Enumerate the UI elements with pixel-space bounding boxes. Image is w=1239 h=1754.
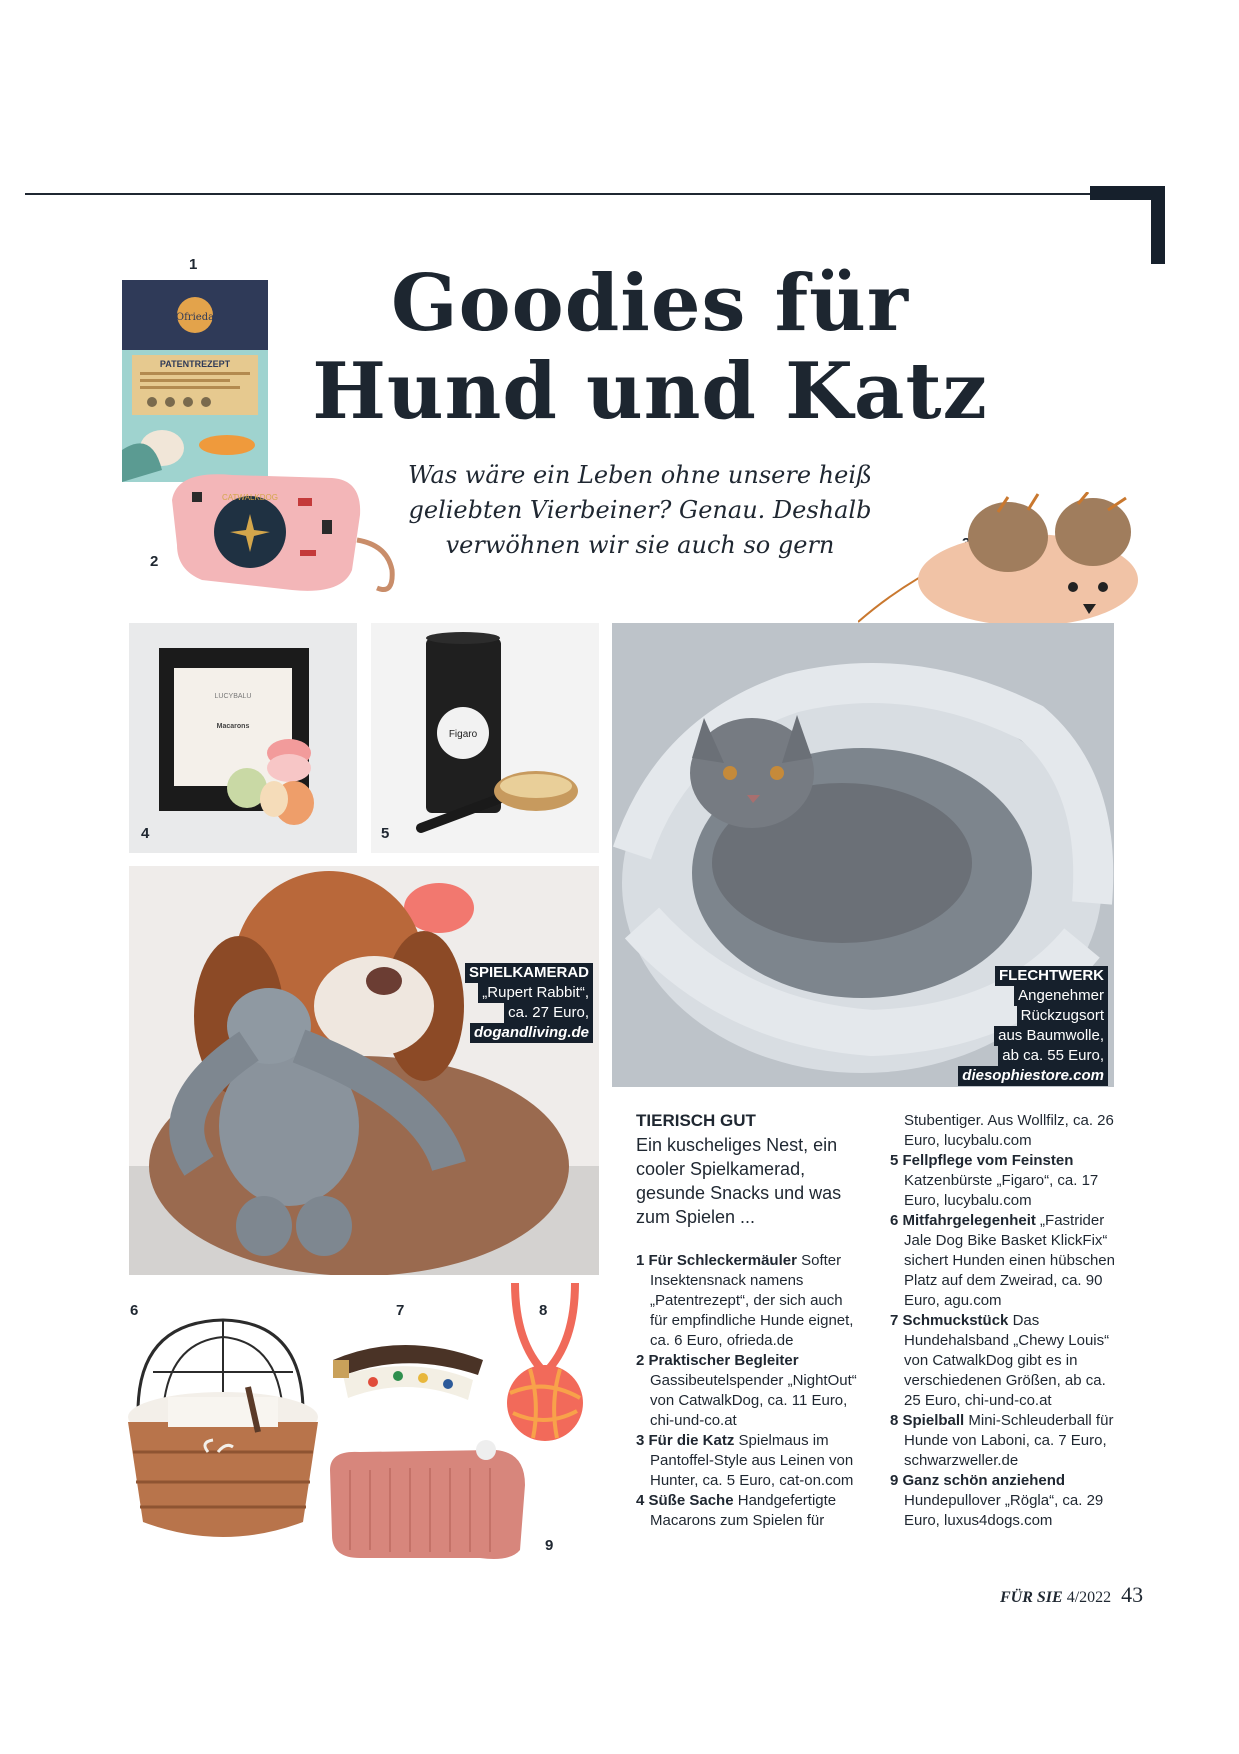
page-folio	[1000, 1582, 1143, 1608]
product-number-4: 4	[141, 825, 150, 842]
box-label: Macarons	[216, 723, 250, 730]
caption-line: ab ca. 55 Euro,	[998, 1046, 1108, 1066]
figaro-brush-photo	[371, 623, 599, 853]
product-number-2: 2	[150, 553, 159, 570]
item-text: Gassibeutelspender „NightOut“ von CatwalkDog, ca. 11 Euro, chi-und-co.at	[650, 1372, 857, 1429]
macaron-box-photo	[129, 623, 357, 853]
product-number-9: 9	[545, 1537, 554, 1554]
bike-basket-image	[108, 1302, 320, 1550]
product-list-item	[636, 1351, 864, 1431]
product-number-7: 7	[396, 1302, 405, 1319]
dog-collar-image	[323, 1320, 489, 1410]
product-list-item	[890, 1411, 1116, 1471]
top-rule	[25, 193, 1095, 195]
product-list-item	[890, 1311, 1116, 1411]
item-number: 3	[636, 1432, 645, 1449]
item-number: 5	[890, 1152, 899, 1169]
item-heading: Für die Katz	[648, 1432, 735, 1449]
item-number: 1	[636, 1252, 645, 1269]
item-text: Das Hundehalsband „Chewy Louis“ von CatwalkDog gibt es in verschiedenen Größen, ab ca. 25 Euro, chi-und-co.at	[904, 1312, 1110, 1409]
product-number-6: 6	[130, 1302, 139, 1319]
item-number: 6	[890, 1212, 899, 1229]
rope-ball-image	[495, 1283, 595, 1448]
product-list-column-2	[890, 1111, 1116, 1531]
dog-rabbit-photo	[129, 866, 599, 1275]
product-number-1: 1	[189, 256, 198, 273]
item-number: 9	[890, 1472, 899, 1489]
product-number-5: 5	[381, 825, 390, 842]
caption-line: ca. 27 Euro,	[504, 1003, 593, 1023]
cat-bed-photo	[612, 623, 1114, 1087]
item-heading: Praktischer Begleiter	[648, 1352, 799, 1369]
page-title	[300, 260, 1000, 436]
caption-line: aus Baumwolle,	[994, 1026, 1108, 1046]
packet-brand: Ofrieda	[175, 312, 215, 323]
caption-heading-dog: SPIELKAMERAD	[465, 963, 593, 983]
item-text: Spielmaus im Pantoffel-Style aus Leinen von Hunter, ca. 5 Euro, cat-on.com	[650, 1432, 854, 1489]
item-heading: Fellpflege vom Feinsten	[902, 1152, 1074, 1169]
intro-block	[636, 1111, 876, 1229]
packet-label: PATENTREZEPT	[159, 359, 231, 369]
item-number: 4	[636, 1492, 645, 1509]
poop-bag-dispenser-image	[172, 470, 420, 602]
dog-sweater-image	[320, 1440, 545, 1565]
item-heading: Spielball	[902, 1412, 965, 1429]
product-list-item	[636, 1251, 864, 1351]
item-heading: Schmuckstück	[902, 1312, 1009, 1329]
caption-source-cat: diesophiestore.com	[958, 1066, 1108, 1086]
item-heading: Ganz schön anziehend	[902, 1472, 1066, 1489]
item-text: Hundepullover „Rögla“, ca. 29 Euro, luxus4dogs.com	[904, 1492, 1104, 1529]
product-list-column-1	[636, 1251, 864, 1531]
item-text: Handgefertigte Macarons zum Spielen für	[650, 1492, 837, 1529]
item-text: Stubentiger. Aus Wollfilz, ca. 26 Euro, lucybalu.com	[904, 1112, 1114, 1149]
intro-text: Ein kuscheliges Nest, ein cooler Spielkamerad, gesunde Snacks und was zum Spielen ...	[636, 1135, 842, 1227]
item-heading: Für Schleckermäuler	[648, 1252, 797, 1269]
product-list-item	[890, 1211, 1116, 1311]
item-text: „Fastrider Jale Dog Bike Basket KlickFix“ sichert Hunden einen hübschen Platz auf dem Zweirad, ca. 90 Euro, agu.com	[904, 1212, 1115, 1309]
caption-heading-cat: FLECHTWERK	[995, 966, 1108, 986]
intro-heading: TIERISCH GUT	[636, 1111, 756, 1130]
issue-number: 4/2022	[1066, 1589, 1112, 1606]
page-number: 43	[1121, 1582, 1144, 1607]
product-list-item	[890, 1471, 1116, 1531]
caption-source-dog: dogandliving.de	[470, 1023, 593, 1043]
subtitle: Was wäre ein Leben ohne unsere heiß geliebten Vierbeiner? Genau. Deshalb verwöhnen wir sie auch so gern	[407, 461, 873, 559]
title-line-1: Goodies für	[391, 258, 909, 349]
corner-mark-vertical	[1151, 186, 1165, 264]
product-list-item-continued	[890, 1111, 1116, 1151]
product-list-item	[636, 1491, 864, 1531]
item-text: Softer Insektensnack namens „Patentrezept“, der sich auch für empfindliche Hunde eignet, ca. 6 Euro, ofrieda.de	[650, 1252, 854, 1349]
product-list-item	[890, 1151, 1116, 1211]
product-number-8: 8	[539, 1302, 548, 1319]
cat-photo-caption	[958, 966, 1108, 1086]
caption-line: Angenehmer	[1014, 986, 1108, 1006]
item-heading: Mitfahrgelegenheit	[902, 1212, 1036, 1229]
caption-line: „Rupert Rabbit“,	[478, 983, 593, 1003]
title-line-2: Hund und Katz	[312, 346, 988, 437]
item-text: Mini-Schleuderball für Hunde von Laboni, ca. 7 Euro, schwarzweller.de	[904, 1412, 1114, 1469]
item-heading: Süße Sache	[648, 1492, 734, 1509]
snack-packet-image	[122, 280, 268, 482]
tube-brand: Figaro	[448, 729, 478, 740]
item-number: 2	[636, 1352, 645, 1369]
box-brand: LUCYBALU	[214, 693, 252, 700]
pouch-brand: CATWALKDOG	[221, 493, 279, 502]
dog-photo-caption	[465, 963, 593, 1043]
slipper-mouse-toy-image	[858, 492, 1158, 627]
magazine-name: FÜR SIE	[1000, 1589, 1063, 1606]
item-text: Katzenbürste „Figaro“, ca. 17 Euro, lucybalu.com	[904, 1172, 1099, 1209]
product-list-item	[636, 1431, 864, 1491]
caption-line: Rückzugsort	[1017, 1006, 1108, 1026]
item-number: 8	[890, 1412, 899, 1429]
item-number: 7	[890, 1312, 899, 1329]
